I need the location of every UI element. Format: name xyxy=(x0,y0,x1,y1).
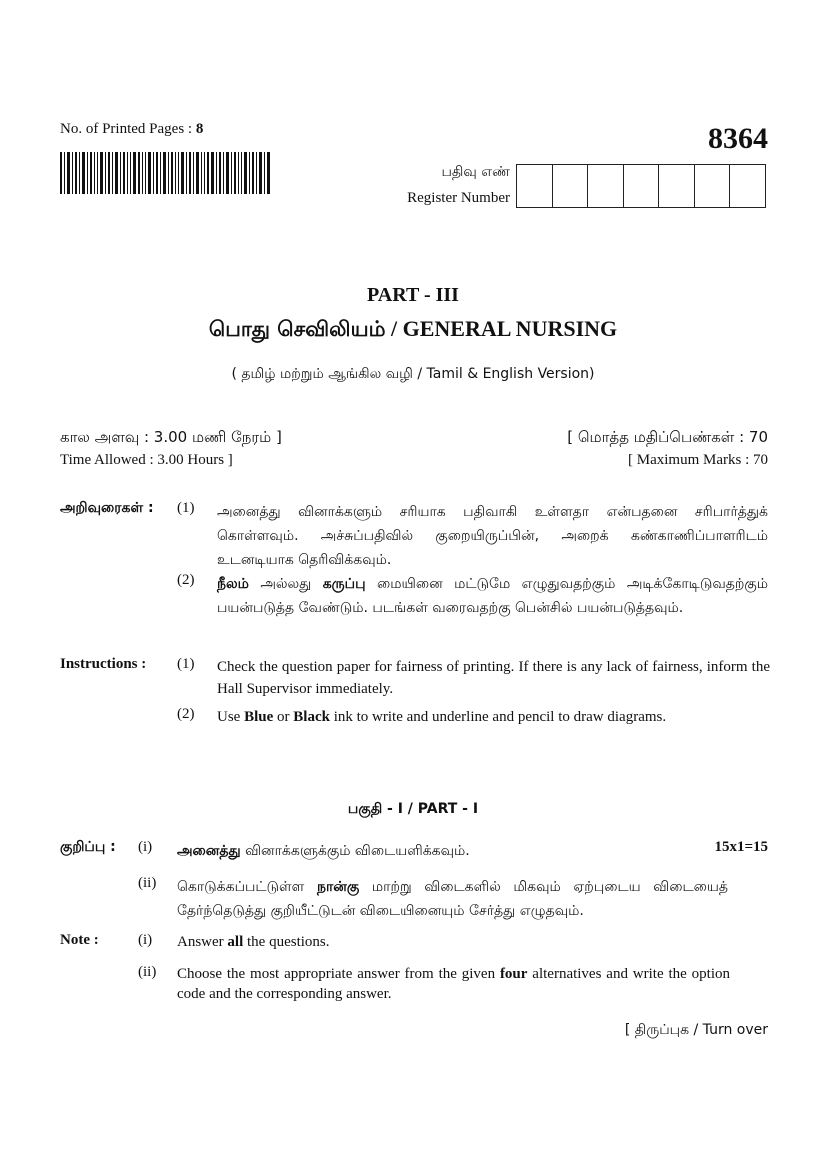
register-digit-box[interactable] xyxy=(694,165,730,207)
time-allowed-tamil: கால அளவு : 3.00 மணி நேரம் ] xyxy=(60,428,282,446)
subject-title: பொது செவிலியம் / GENERAL NURSING xyxy=(208,316,618,341)
instruction-tamil-1: அனைத்து வினாக்களும் சரியாக பதிவாகி உள்ளதா என்பதனை சரிபார்த்துக் கொள்ளவும். அச்சுப்பதிவில் குறையிருப்பின், அறைக் கண்காணிப்பாளரிடம் உடனடியாக தெரிவிக்கவும். xyxy=(217,504,768,568)
instructions-tamil-label: அறிவுரைகள் : xyxy=(60,500,154,516)
turn-over-label: [ திருப்புக / Turn over xyxy=(624,1022,768,1038)
subject-tamil: பொது செவிலியம் xyxy=(208,317,386,341)
instructions-english-label: Instructions : xyxy=(60,656,147,672)
barcode xyxy=(60,152,270,194)
paper-code: 8364 xyxy=(708,122,768,155)
note-tamil-1: அனைத்து வினாக்களுக்கும் விடையளிக்கவும். xyxy=(177,843,470,859)
printed-pages-value: 8 xyxy=(195,121,204,137)
note-tamil-label: குறிப்பு : xyxy=(60,839,116,855)
register-label-english: Register Number xyxy=(407,190,510,206)
note-english-2: Choose the most appropriate answer from the given four alternatives and write the option code and the corresponding answer. xyxy=(177,966,730,1002)
register-digit-box[interactable] xyxy=(552,165,588,207)
register-digit-box[interactable] xyxy=(587,165,623,207)
part-title: PART - III xyxy=(367,284,459,306)
part1-heading: பகுதி - I / PART - I xyxy=(347,801,479,817)
instruction-tamil-2: நீலம் அல்லது கருப்பு மையினை மட்டுமே எழுதுவதற்கும் அடிக்கோடிடுவதற்கும் பயன்படுத்த வேண்டும். படங்கள் வரைவதற்கு பென்சில் பயன்படுத்தவும். xyxy=(217,576,768,616)
max-marks-tamil: [ மொத்த மதிப்பெண்கள் : 70 xyxy=(567,428,768,446)
register-digit-box[interactable] xyxy=(729,165,765,207)
version-line: ( தமிழ் மற்றும் ஆங்கில வழி / Tamil & English Version) xyxy=(231,366,595,382)
note-english-1: Answer all the questions. xyxy=(177,934,330,950)
register-digit-box[interactable] xyxy=(623,165,659,207)
max-marks-english: [ Maximum Marks : 70 xyxy=(628,452,768,468)
register-label-tamil: பதிவு எண் xyxy=(441,164,510,180)
note-english-label: Note : xyxy=(60,932,99,948)
register-digit-box[interactable] xyxy=(517,165,552,207)
note-tamil-2: கொடுக்கப்பட்டுள்ள நான்கு மாற்று விடைகளில் மிகவும் ஏற்புடைய விடையைத் தேர்ந்தெடுத்து குறியீட்டுடன் விடையினையும் சேர்த்து எழுதவும். xyxy=(177,879,728,919)
printed-pages-label: No. of Printed Pages : 8 xyxy=(60,121,204,137)
part1-marks: 15x1=15 xyxy=(714,839,768,855)
time-allowed-english: Time Allowed : 3.00 Hours ] xyxy=(60,452,233,468)
register-digit-box[interactable] xyxy=(658,165,694,207)
instruction-english-1: Check the question paper for fairness of printing. If there is any lack of fairness, inform the Hall Supervisor immediately. xyxy=(217,659,770,697)
instruction-english-2: Use Blue or Black ink to write and underline and pencil to draw diagrams. xyxy=(217,709,667,725)
register-number-boxes[interactable] xyxy=(516,164,766,208)
subject-english: GENERAL NURSING xyxy=(402,316,618,341)
